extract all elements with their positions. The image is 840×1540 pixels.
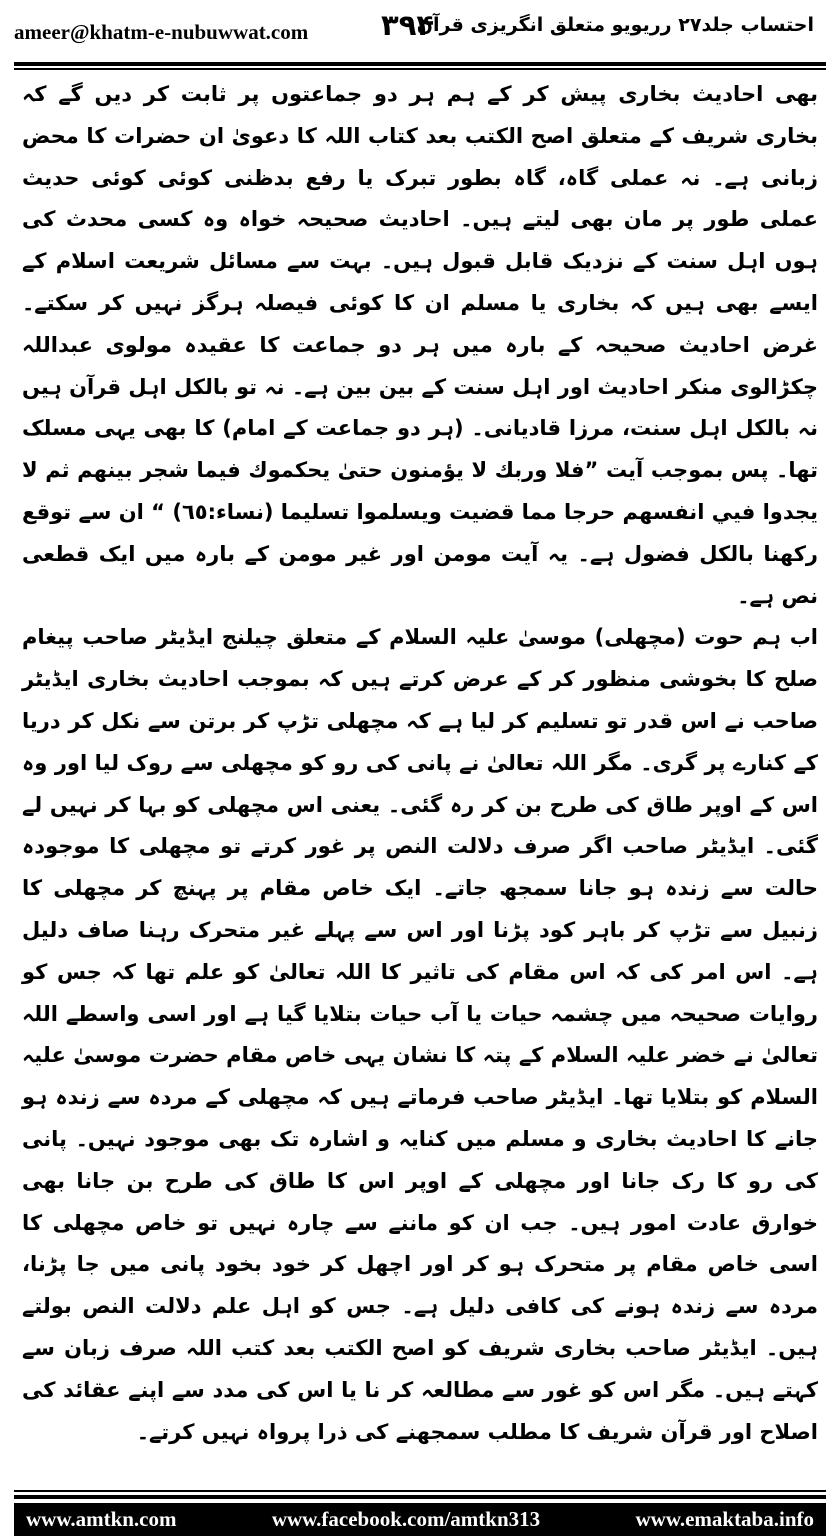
paragraph-text: “ ان سے توقع رکھنا بالکل فضول ہے۔ یہ آیت مومن اور غیر مومن کے بارہ میں ایک قطعی نص ہے۔ bbox=[22, 499, 818, 608]
page-number: ۳۹۴ bbox=[381, 8, 435, 42]
running-title: احتساب جلد۲۷ رریویو متعلق انگریزی قرآن bbox=[416, 14, 814, 36]
footer-link-emaktaba[interactable]: www.emaktaba.info bbox=[635, 1507, 814, 1531]
header-email: ameer@khatm-e-nubuwwat.com bbox=[14, 20, 309, 44]
footer-rule-thick bbox=[14, 1495, 826, 1499]
quran-verse: ”فلا وربك لا يؤمنون حتىٰ يحكموك فيما شجر بينهم ثم لا يجدوا فيي انفسهم حرجا مما قضيت ويسلموا تسليما bbox=[22, 458, 819, 524]
page-body bbox=[22, 74, 818, 1453]
paragraph-text: بھی احادیث بخاری پیش کر کے ہم ہر دو جماعتوں پر ثابت کر دیں گے کہ بخاری شریف کے متعلق اصح الکتب بعد کتاب اللہ کا دعویٰ ان حضرات کا محض زبانی ہے۔ نہ عملی گاہ، گاہ بطور تبرک یا رفع بدظنی کوئی کوئی حدیث عملی طور پر مان بھی لیتے ہیں۔ احادیث صحیحہ خواہ وہ کسی محدث کی ہوں اہل سنت کے نزدیک قابل قبول ہیں۔ بہت سے مسائل شریعت اسلام کے ایسے بھی ہیں کہ بخاری یا مسلم ان کا کوئی فیصلہ ہرگز نہیں کر سکتے۔ غرض احادیث صحیحہ کے بارہ میں ہر دو جماعت کا عقیدہ مولوی عبداللہ چکڑالوی منکر احادیث اور اہل سنت کے بین بین ہے۔ نہ تو بالکل اہل قرآن ہیں نہ بالکل اہل سنت، مرزا قادیانی۔ (ہر دو جماعت کے امام) کا بھی یہی مسلک تھا۔ پس بموجب آیت bbox=[22, 82, 818, 483]
body-paragraph bbox=[22, 617, 818, 1453]
header-rule-thick bbox=[14, 62, 826, 66]
header-rule-thin bbox=[14, 68, 826, 70]
verse-reference: (نساء:٦٥) bbox=[172, 499, 274, 524]
paragraph-text: اب ہم حوت (مچھلی) موسیٰ علیہ السلام کے متعلق چیلنج ایڈیٹر صاحب پیغام صلح کا بخوشی منظور کر کے عرض کرتے ہیں کہ بموجب احادیث بخاری ایڈیٹر صاحب نے اس قدر تو تسلیم کر لیا ہے کہ مچھلی تڑپ کر برتن سے نکل کر دریا کے کنارے پر گری۔ مگر اللہ تعالیٰ نے پانی کی رو کو مچھلی سے روک لیا اور وہ اس کے اوپر طاق کی طرح بن کر رہ گئی۔ یعنی اس مچھلی کو بہا کر نہیں لے گئی۔ ایڈیٹر صاحب اگر صرف دلالت النص پر غور کرتے تو مچھلی کا موجودہ حالت سے زندہ ہو جانا سمجھ جاتے۔ ایک خاص مقام پر پہنچ کر مچھلی کا زنبیل سے تڑپ کر باہر کود پڑنا اور اس سے پہلے غیر متحرک رہنا صاف دلیل ہے۔ اس امر کی کہ اس مقام کی تاثیر کا اللہ تعالیٰ کو علم تھا کہ جس کو روایات صحیحہ میں چشمہ حیات یا آب حیات بتلایا گیا ہے اور اسی واسطے اللہ تعالیٰ نے خضر علیہ السلام کے پتہ کا نشان یہی خاص مقام حضرت موسیٰ علیہ السلام کو بتلایا تھا۔ ایڈیٹر صاحب فرماتے ہیں کہ مچھلی کے مردہ سے زندہ ہو جانے کا احادیث بخاری و مسلم میں کنایہ و اشارہ تک بھی موجود نہیں۔ پانی کی رو کا رک جانا اور مچھلی کے اوپر اس کا طاق کی طرح بن جانا بھی خوارق عادت امور ہیں۔ جب ان کو ماننے سے چارہ نہیں تو خاص مچھلی کا اسی خاص مقام پر متحرک ہو کر اور اچھل کر خود بخود پانی میں جا پڑنا، مردہ سے زندہ ہونے کی کافی دلیل ہے۔ جس کو اہل علم دلالت النص بولتے ہیں۔ ایڈیٹر صاحب بخاری شریف کو اصح الکتب بعد کتب اللہ صرف زبان سے کہتے ہیں۔ مگر اس کو غور سے مطالعہ کر نا یا اس کی مدد سے اپنے عقائد کی اصلاح اور قرآن شریف کا مطلب سمجھنے کی ذرا پرواہ نہیں کرتے۔ bbox=[22, 625, 818, 1444]
footer-rule-thin bbox=[14, 1490, 826, 1492]
footer-links bbox=[14, 1503, 826, 1536]
footer-link-facebook[interactable]: www.facebook.com/amtkn313 bbox=[271, 1507, 541, 1531]
page-header bbox=[0, 0, 840, 62]
body-paragraph bbox=[22, 74, 818, 617]
footer-link-website[interactable]: www.amtkn.com bbox=[26, 1507, 177, 1531]
